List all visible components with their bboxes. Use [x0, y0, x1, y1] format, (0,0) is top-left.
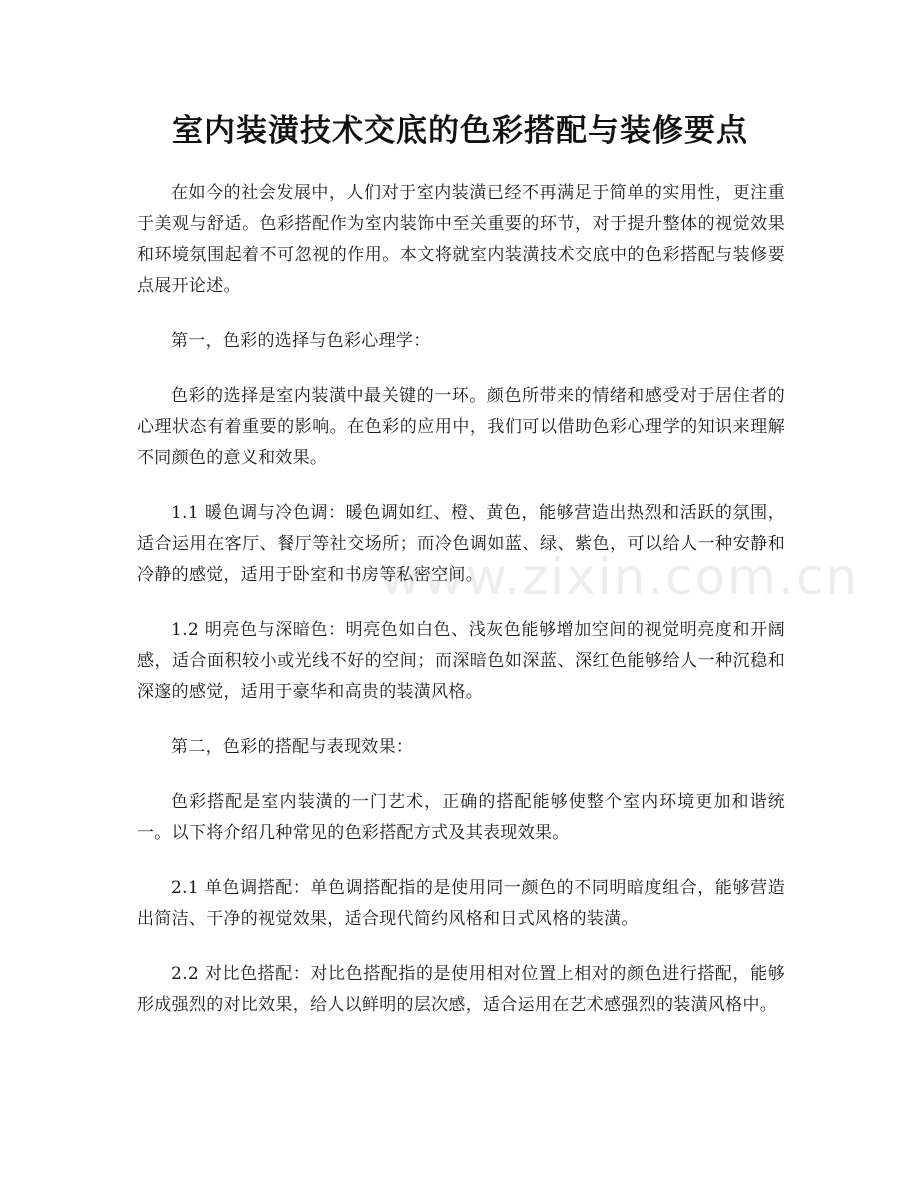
- intro-paragraph: 在如今的社会发展中，人们对于室内装潢已经不再满足于简单的实用性，更注重于美观与舒适。色彩搭配作为室内装饰中至关重要的环节，对于提升整体的视觉效果和环境氛围起着不可忽视的作用。本文将就室内装潢技术交底中的色彩搭配与装修要点展开论述。: [137, 183, 785, 296]
- section-2-paragraph: 色彩搭配是室内装潢的一门艺术，正确的搭配能够使整个室内环境更加和谐统一。以下将介绍几种常见的色彩搭配方式及其表现效果。: [137, 792, 785, 843]
- document-body: [137, 178, 785, 1045]
- subsection-2-1: 2.1 单色调搭配：单色调搭配指的是使用同一颜色的不同明暗度组合，能够营造出简洁、干净的视觉效果，适合现代简约风格和日式风格的装潢。: [137, 878, 785, 929]
- subsection-2-2: 2.2 对比色搭配：对比色搭配指的是使用相对位置上相对的颜色进行搭配，能够形成强烈的对比效果，给人以鲜明的层次感，适合运用在艺术感强烈的装潢风格中。: [137, 964, 785, 1015]
- section-heading-2: 第二，色彩的搭配与表现效果：: [171, 737, 414, 757]
- watermark: www.zixin.com.cn: [380, 548, 860, 606]
- document-title: 室内装潢技术交底的色彩搭配与装修要点: [172, 113, 748, 149]
- section-1-paragraph: 色彩的选择是室内装潢中最关键的一环。颜色所带来的情绪和感受对于居住者的心理状态有着重要的影响。在色彩的应用中，我们可以借助色彩心理学的知识来理解不同颜色的意义和效果。: [137, 386, 785, 468]
- subsection-1-1: 1.1 暖色调与冷色调：暖色调如红、橙、黄色，能够营造出热烈和活跃的氛围，适合运用在客厅、餐厅等社交场所；而冷色调如蓝、绿、紫色，可以给人一种安静和冷静的感觉，适用于卧室和书房等私密空间。: [137, 503, 785, 585]
- section-heading-1: 第一，色彩的选择与色彩心理学：: [171, 331, 431, 351]
- subsection-1-2: 1.2 明亮色与深暗色：明亮色如白色、浅灰色能够增加空间的视觉明亮度和开阔感，适合面积较小或光线不好的空间；而深暗色如深蓝、深红色能够给人一种沉稳和深邃的感觉，适用于豪华和高贵的装潢风格。: [137, 620, 785, 702]
